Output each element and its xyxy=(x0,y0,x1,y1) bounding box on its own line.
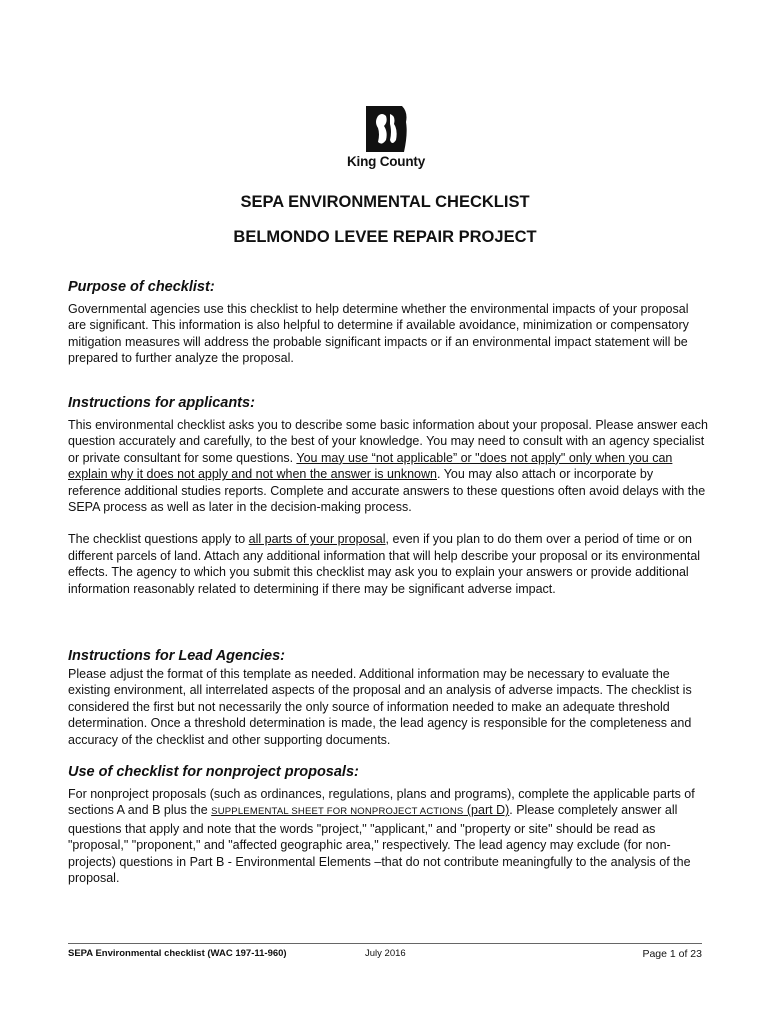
lead-agencies-heading: Instructions for Lead Agencies: xyxy=(68,648,285,664)
applicants-text: , even if you plan to do them over a period of time or on different parcels of land. Attach any additional information that will help describe your proposal or its environmental effects. The agency to which you submit this checklist may ask you to explain your answers or provide additional information reasonably related to determining if there may be significant adverse impact. xyxy=(68,532,701,596)
document-title: SEPA ENVIRONMENTAL CHECKLIST xyxy=(240,193,530,211)
footer-date: July 2016 xyxy=(365,948,406,959)
footer-page-number: Page 1 of 23 xyxy=(642,948,702,960)
purpose-section xyxy=(68,279,708,367)
applicants-text: This environmental checklist asks you to describe some basic information about your proposal. Please answer each question accurately and carefully, to the best of your knowledge. You may need to consult with an agency specialist or private consultant for some questions. xyxy=(68,418,708,465)
applicants-section xyxy=(68,395,708,597)
nonproject-text-part: For nonproject proposals (such as ordinances, regulations, plans and programs), complete the applicable parts of sections A and B plus the xyxy=(68,787,695,818)
king-county-logo-icon xyxy=(364,106,408,152)
footer-divider xyxy=(68,943,702,944)
supplemental-sheet-link: SUPPLEMENTAL SHEET FOR NONPROJECT ACTIONS xyxy=(211,806,464,818)
part-d-text: (part D) xyxy=(463,803,510,818)
applicants-paragraph-1 xyxy=(68,417,708,515)
applicants-underlined-text: You may use “not applicable” or "does not apply" only when you can explain why it does not apply and not when the answer is unknown xyxy=(68,450,673,482)
logo-text: King County xyxy=(346,154,426,169)
purpose-heading: Purpose of checklist: xyxy=(68,279,215,295)
lead-agencies-text: Please adjust the format of this template as needed. Additional information may be necessary to evaluate the existing environment, all interrelated aspects of the proposal and an analysis of adverse impacts. The checklist is considered the first but not necessarily the only source of information needed to make an adequate threshold determination. Once a threshold determination is made, the lead agency is responsible for the completeness and accuracy of the checklist and other supporting documents. xyxy=(68,667,692,747)
king-county-logo xyxy=(342,106,430,172)
applicants-paragraph-2 xyxy=(68,531,708,597)
lead-agencies-section xyxy=(68,648,708,748)
applicants-heading: Instructions for applicants: xyxy=(68,395,255,411)
footer-form-id: SEPA Environmental checklist (WAC 197-11-960) xyxy=(68,948,287,959)
applicants-text: . You may also attach or incorporate by reference additional studies reports. Complete and accurate answers to these questions often avoid delays with the SEPA process as well as later in the decision-making process. xyxy=(68,467,706,515)
nonproject-text-part: . Please completely answer all questions that apply and note that the words "project," "applicant," and "property or site" should be read as "proposal," "proponent," and "affected geographic area," respectively. The lead agency may exclude (for non-projects) questions in Part B - Environmental Elements –that do not contribute meaningfully to the analysis of the proposal. xyxy=(68,803,691,886)
nonproject-section xyxy=(68,764,708,886)
applicants-underlined-text: all parts of your proposal xyxy=(248,532,386,547)
nonproject-heading: Use of checklist for nonproject proposals: xyxy=(68,764,359,780)
project-title: BELMONDO LEVEE REPAIR PROJECT xyxy=(233,228,537,246)
purpose-text: Governmental agencies use this checklist to help determine whether the environmental impacts of your proposal are significant. This information is also helpful to determine if available avoidance, minimization or compensatory mitigation measures will address the probable significant impacts or if an environmental impact statement will be prepared to further analyze the proposal. xyxy=(68,302,689,366)
applicants-text: The checklist questions apply to xyxy=(68,532,249,547)
nonproject-text xyxy=(68,786,708,886)
